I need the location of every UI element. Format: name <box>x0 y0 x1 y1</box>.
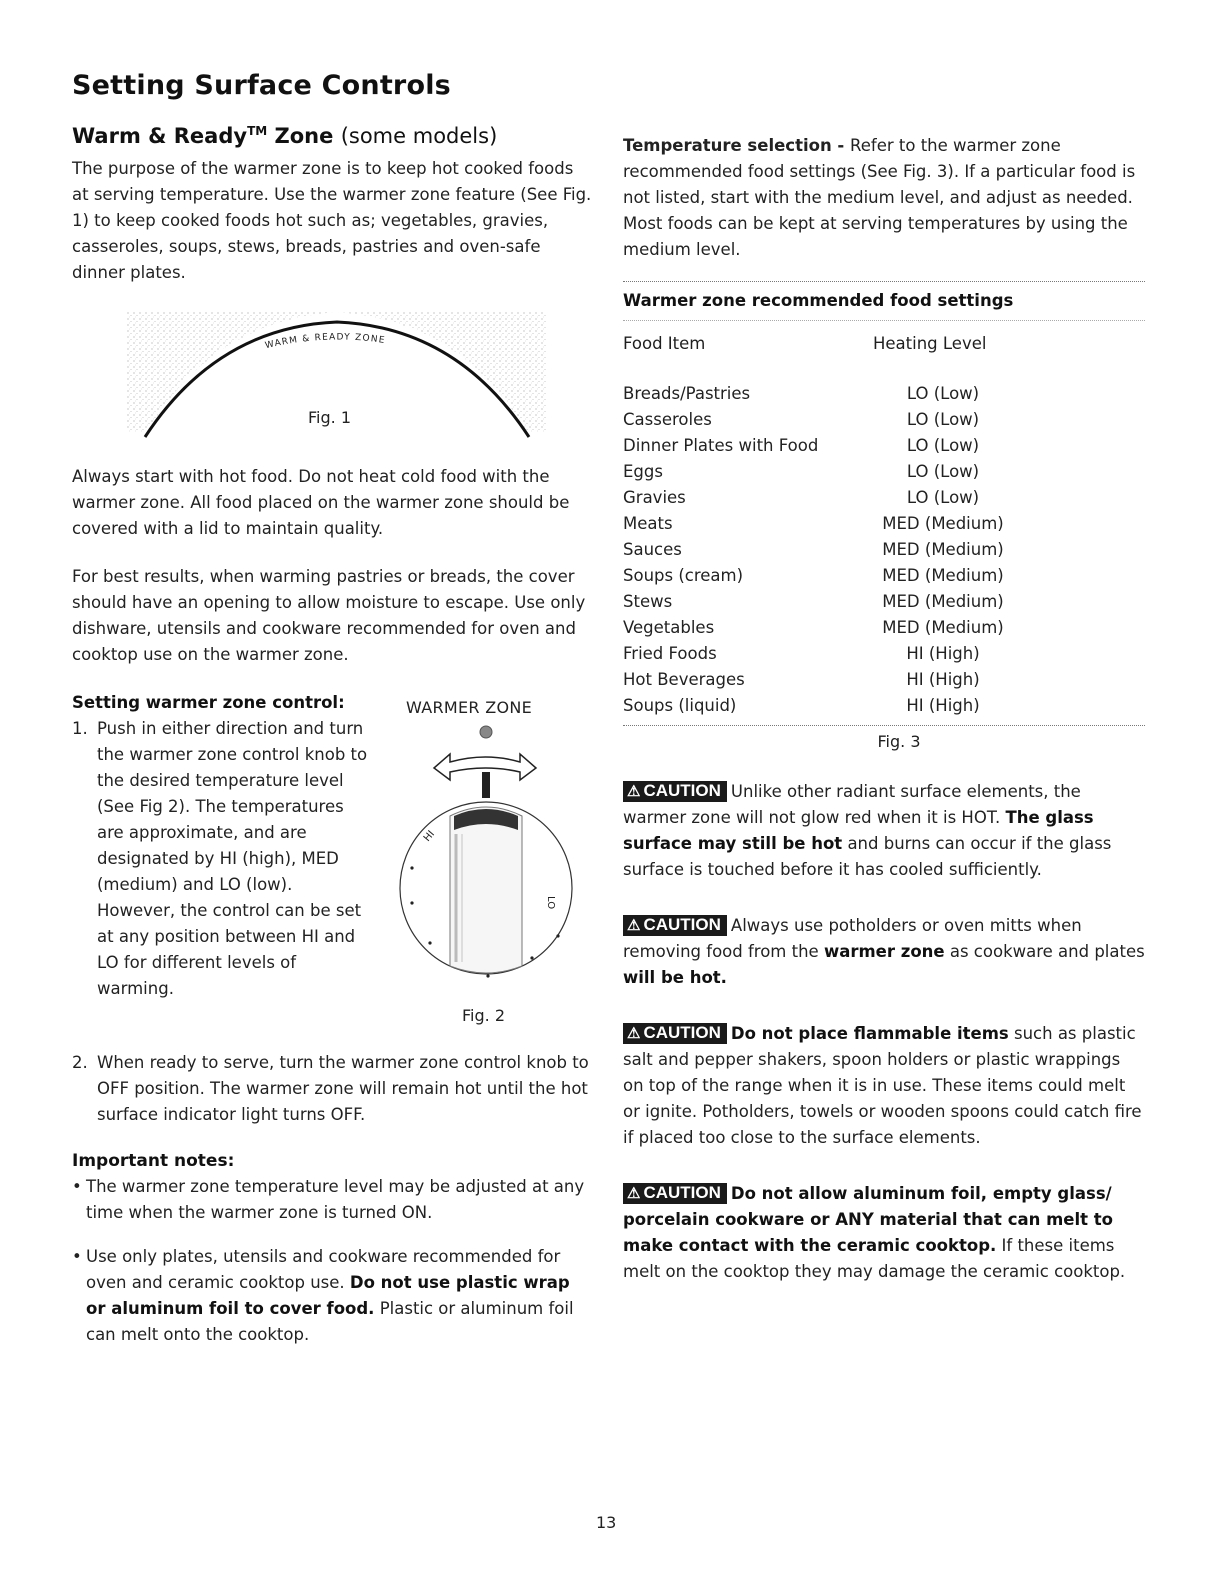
food-item-cell: Gravies <box>623 488 686 507</box>
table-row <box>623 693 1145 719</box>
fig3-caption: Fig. 3 <box>877 732 921 751</box>
paragraph-hot-food: Always start with hot food. Do not heat cold food with the warmer zone. All food placed on the warmer zone should be covered with a lid to maintain quality. <box>72 467 570 538</box>
temperature-selection-paragraph: Temperature selection - Refer to the warmer zone recommended food settings (See Fig. 3). If a particular food is not listed, start with the medium level, and adjust as needed. Most foods can be kept at serving temperatures by using the medium level. <box>623 136 1136 259</box>
table-row <box>623 615 1145 641</box>
caution-1-bold: The glass surface may still be hot <box>623 808 1094 853</box>
note-2: • Use only plates, utensils and cookware recommended for oven and ceramic cooktop use. Do not use plastic wrap or aluminum foil to cover food. Plastic or aluminum foil can melt onto the cooktop. <box>72 1244 592 1348</box>
warning-triangle-icon: ⚠ <box>627 783 641 800</box>
warmer-zone-label: WARMER ZONE <box>406 698 533 717</box>
page-number: 13 <box>596 1513 617 1532</box>
trademark: TM <box>247 124 268 138</box>
heating-level-cell: MED (Medium) <box>882 514 1004 533</box>
step-1-number: 1. <box>72 719 88 738</box>
heating-level-cell: LO (Low) <box>906 436 980 455</box>
caution-4: ⚠ CAUTION Do not allow aluminum foil, empty glass/ porcelain cookware or ANY material that can melt to make contact with the ceramic cooktop. If these items melt on the cooktop they may damage the ceramic cooktop. <box>623 1183 1126 1281</box>
note-1: • The warmer zone temperature level may be adjusted at any time when the warmer zone is turned ON. <box>72 1174 592 1226</box>
important-notes-heading: Important notes: <box>72 1151 235 1171</box>
left-column <box>72 124 592 1348</box>
caution-3-bold: Do not place flammable items <box>730 1024 1009 1043</box>
food-item-cell: Hot Beverages <box>623 670 745 689</box>
table-row <box>623 485 1145 511</box>
food-item-cell: Stews <box>623 592 673 611</box>
section-title <box>72 124 592 148</box>
heating-level-cell: HI (High) <box>906 696 980 715</box>
warning-triangle-icon: ⚠ <box>627 1185 641 1202</box>
caution-2-bold-zone: warmer zone <box>823 942 945 961</box>
heating-level-cell: LO (Low) <box>906 410 980 429</box>
caution-badge: ⚠ CAUTION <box>623 781 727 802</box>
right-column <box>623 133 1145 1285</box>
table-row <box>623 433 1145 459</box>
step-1-text: Push in either direction and turn the warmer zone control knob to the desired temperature level (See Fig 2). The temperatures are approximate, and are designated by HI (high), MED (medium) and LO (low). However, the control can be set at any position between HI and LO for different levels of warming. <box>97 719 368 998</box>
heating-level-cell: HI (High) <box>906 644 980 663</box>
heating-level-cell: MED (Medium) <box>882 566 1004 585</box>
food-item-cell: Vegetables <box>623 618 715 637</box>
intro-paragraph: The purpose of the warmer zone is to keep hot cooked foods at serving temperature. Use the warmer zone feature (See Fig. 1) to keep cooked foods hot such as; vegetables, gravies, casseroles, soups, stews, breads, pastries and oven-safe dinner plates. <box>72 159 592 282</box>
caution-2: ⚠ CAUTION Always use potholders or oven mitts when removing food from the warmer zone as cookware and plates will be hot. <box>623 915 1145 987</box>
section-title-qualifier: (some models) <box>340 124 498 148</box>
food-settings-table-title: Warmer zone recommended food settings <box>623 281 1145 312</box>
food-item-cell: Dinner Plates with Food <box>623 436 819 455</box>
caution-2-bold-hot: will be hot. <box>623 968 727 987</box>
caution-badge: ⚠ CAUTION <box>623 915 727 936</box>
note-2-bold: Do not use plastic wrap or aluminum foil to cover food. <box>86 1273 570 1318</box>
heating-level-cell: MED (Medium) <box>882 592 1004 611</box>
caution-badge: ⚠ CAUTION <box>623 1183 727 1204</box>
knob-pointer-icon <box>482 772 490 798</box>
dial-hi-label: HI <box>421 828 438 844</box>
step-1 <box>72 716 372 1002</box>
table-row <box>623 537 1145 563</box>
temperature-selection-heading: Temperature selection - <box>623 136 851 155</box>
fig1-caption: Fig. 1 <box>308 408 351 427</box>
table-row <box>623 459 1145 485</box>
step-2-text: When ready to serve, turn the warmer zone control knob to OFF position. The warmer zone will remain hot until the hot surface indicator light turns OFF. <box>97 1053 589 1124</box>
caution-1: ⚠ CAUTION Unlike other radiant surface elements, the warmer zone will not glow red when it is HOT. The glass surface may still be hot and burns can occur if the glass surface is touched before it has cooled sufficiently. <box>623 781 1112 879</box>
step-2 <box>72 1050 592 1128</box>
indicator-light-icon <box>480 726 492 738</box>
step-2-number: 2. <box>72 1053 88 1072</box>
food-item-cell: Soups (liquid) <box>623 696 737 715</box>
col-heating-level: Heating Level <box>873 334 987 353</box>
table-row <box>623 511 1145 537</box>
table-header-row <box>623 331 1145 357</box>
caution-badge: ⚠ CAUTION <box>623 1023 727 1044</box>
figure-2 <box>392 690 592 1025</box>
fig2-caption: Fig. 2 <box>462 1006 505 1025</box>
table-row <box>623 381 1145 407</box>
setting-control-heading: Setting warmer zone control: <box>72 693 345 712</box>
section-title-zone: Zone <box>274 124 334 148</box>
heating-level-cell: LO (Low) <box>906 462 980 481</box>
figure-1 <box>72 304 592 464</box>
warmer-zone-knob-illustration <box>392 718 592 1008</box>
caution-4-bold: Do not allow aluminum foil, empty glass/ porcelain cookware or ANY material that can melt to make contact with the ceramic cooktop. <box>623 1184 1113 1255</box>
dial-lo-label: LO <box>545 896 556 910</box>
food-settings-table <box>623 331 1145 719</box>
table-row <box>623 667 1145 693</box>
heating-level-cell: MED (Medium) <box>882 618 1004 637</box>
food-item-cell: Soups (cream) <box>623 566 744 585</box>
food-item-cell: Fried Foods <box>623 644 717 663</box>
table-row <box>623 563 1145 589</box>
table-row <box>623 407 1145 433</box>
note-1-text: The warmer zone temperature level may be adjusted at any time when the warmer zone is turned ON. <box>86 1177 585 1222</box>
section-title-name: Warm & Ready <box>72 124 248 148</box>
warning-triangle-icon: ⚠ <box>627 1025 641 1042</box>
heating-level-cell: LO (Low) <box>906 384 980 403</box>
food-item-cell: Eggs <box>623 462 663 481</box>
caution-3: ⚠ CAUTION Do not place flammable items such as plastic salt and pepper shakers, spoon holders or plastic wrappings on top of the range when it is in use. These items could melt or ignite. Potholders, towels or wooden spoons could catch fire if placed too close to the surface elements. <box>623 1023 1142 1147</box>
setting-control-section <box>72 690 592 1025</box>
food-item-cell: Breads/Pastries <box>623 384 751 403</box>
fig1-arc-label: WARM & READY ZONE <box>264 332 387 352</box>
heating-level-cell: LO (Low) <box>906 488 980 507</box>
food-item-cell: Sauces <box>623 540 682 559</box>
paragraph-best-results: For best results, when warming pastries or breads, the cover should have an opening to allow moisture to escape. Use only dishware, utensils and cookware recommended for oven and cooktop use on the warmer zone. <box>72 567 586 664</box>
heating-level-cell: HI (High) <box>906 670 980 689</box>
table-row <box>623 589 1145 615</box>
note-2-text: Use only plates, utensils and cookware recommended for oven and ceramic cooktop use. Do not use plastic wrap or aluminum foil to cover food. Plastic or aluminum foil can melt onto the cooktop. <box>86 1247 574 1344</box>
food-item-cell: Casseroles <box>623 410 712 429</box>
table-row <box>623 641 1145 667</box>
warning-triangle-icon: ⚠ <box>627 917 641 934</box>
food-item-cell: Meats <box>623 514 673 533</box>
page-title: Setting Surface Controls <box>72 70 451 101</box>
col-food-item: Food Item <box>623 334 706 353</box>
heating-level-cell: MED (Medium) <box>882 540 1004 559</box>
